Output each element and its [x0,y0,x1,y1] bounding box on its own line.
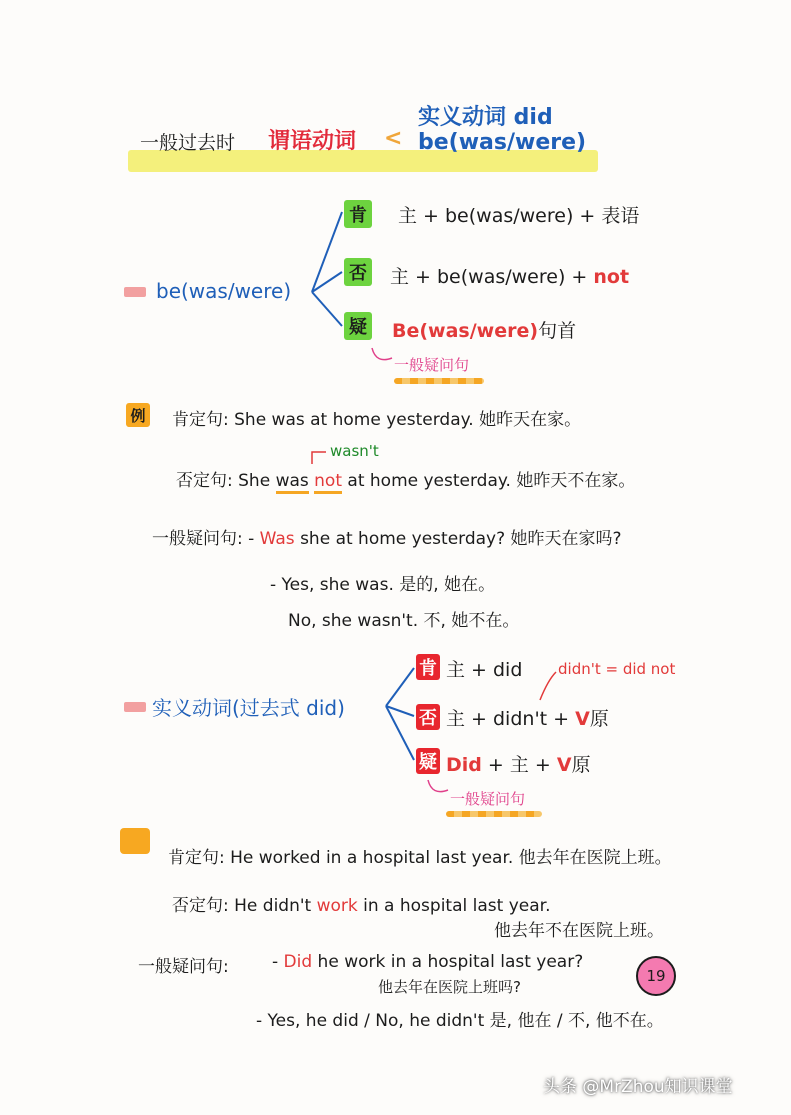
be-affirmative-formula: 主 + be(was/were) + 表语 [398,205,640,227]
did-negative-cn: 他去年不在医院上班。 [494,921,664,941]
example-tag: 例 [126,403,150,427]
did-q-b: 原 [571,754,591,776]
did-q-label: 一般疑问句: [138,957,229,977]
did-label: 实义动词(过去式 did) [152,696,345,720]
be-question-head: 句首 [538,320,577,342]
contraction-wasnt: wasn't [330,442,379,460]
be-label: be(was/were) [156,279,292,303]
be-neg-was: was [276,471,309,494]
title-predicate: 谓语动词 [268,129,357,154]
be-example-affirmative: 肯定句: She was at home yesterday. 她昨天在家。 [172,410,582,430]
did-q-v: V [556,754,572,776]
be-negative-not: not [593,266,630,288]
page-number-badge [636,956,676,996]
section-bullet [124,287,146,297]
question-tag: 疑 [344,312,372,340]
be-neg-rest: at home yesterday. 她昨天不在家。 [342,471,636,491]
negative-tag: 否 [344,258,372,286]
be-answer-no: No, she wasn't. 不, 她不在。 [288,611,520,631]
did-example-negative [172,891,550,916]
did-question-formula [446,750,591,777]
be-q-prefix: 一般疑问句: - [152,529,260,549]
did-neg-rest: in a hospital last year. [357,896,551,916]
be-question-be: Be(was/were) [392,320,539,342]
did-q-dash: - [272,952,284,972]
be-answer-yes: - Yes, she was. 是的, 她在。 [270,575,496,595]
be-question-formula [392,316,576,343]
did-example-question [272,952,583,972]
title-tense: 一般过去时 [140,132,236,154]
title-branch-verb: 实义动词 did [418,105,553,130]
branch-bracket-icon: < [384,126,403,151]
did-question-note: 一般疑问句 [450,790,526,808]
page-number: 19 [646,967,666,985]
be-neg-prefix: 否定句: She [176,471,276,491]
did-answer: - Yes, he did / No, he didn't 是, 他在 / 不, 他不在。 [256,1011,664,1031]
wavy-underline [394,378,484,384]
did-question-cn: 他去年在医院上班吗? [378,978,521,996]
negative-tag: 否 [416,704,440,730]
wavy-underline [446,811,542,817]
section-bullet [124,702,146,712]
did-neg-v: V [575,708,590,730]
did-neg-work: work [316,896,358,916]
did-q-did: Did [446,754,482,776]
be-neg-not: not [314,471,342,494]
didnt-note: didn't = did not [558,660,676,678]
affirmative-tag: 肯 [416,654,440,680]
did-neg-prefix: 否定句: He didn't [172,896,317,916]
be-example-question [152,524,622,549]
be-q-was: Was [259,529,295,549]
did-q-a: + 主 + [481,754,557,776]
did-neg-a: 主 + didn't + [446,708,576,730]
did-negative-formula [446,704,609,731]
be-negative-formula-a: 主 + be(was/were) + [390,266,594,288]
did-example-affirmative: 肯定句: He worked in a hospital last year. 他去年在医院上班。 [168,848,672,868]
be-q-rest: she at home yesterday? 她昨天在家吗? [294,529,622,549]
be-example-negative [176,466,635,491]
did-neg-b: 原 [589,708,609,730]
title-branch-be: be(was/were) [418,130,587,155]
be-question-note: 一般疑问句 [394,356,470,374]
did-q-rest-text: he work in a hospital last year? [312,952,584,972]
did-affirmative-formula: 主 + did [446,659,523,681]
question-tag: 疑 [416,748,440,774]
be-negative-formula [390,262,629,289]
affirmative-tag: 肯 [344,200,372,228]
watermark: 头条 @MrZhou知识课堂 [543,1077,733,1097]
did-q-did-word: Did [283,952,313,972]
example-marker [120,828,150,854]
